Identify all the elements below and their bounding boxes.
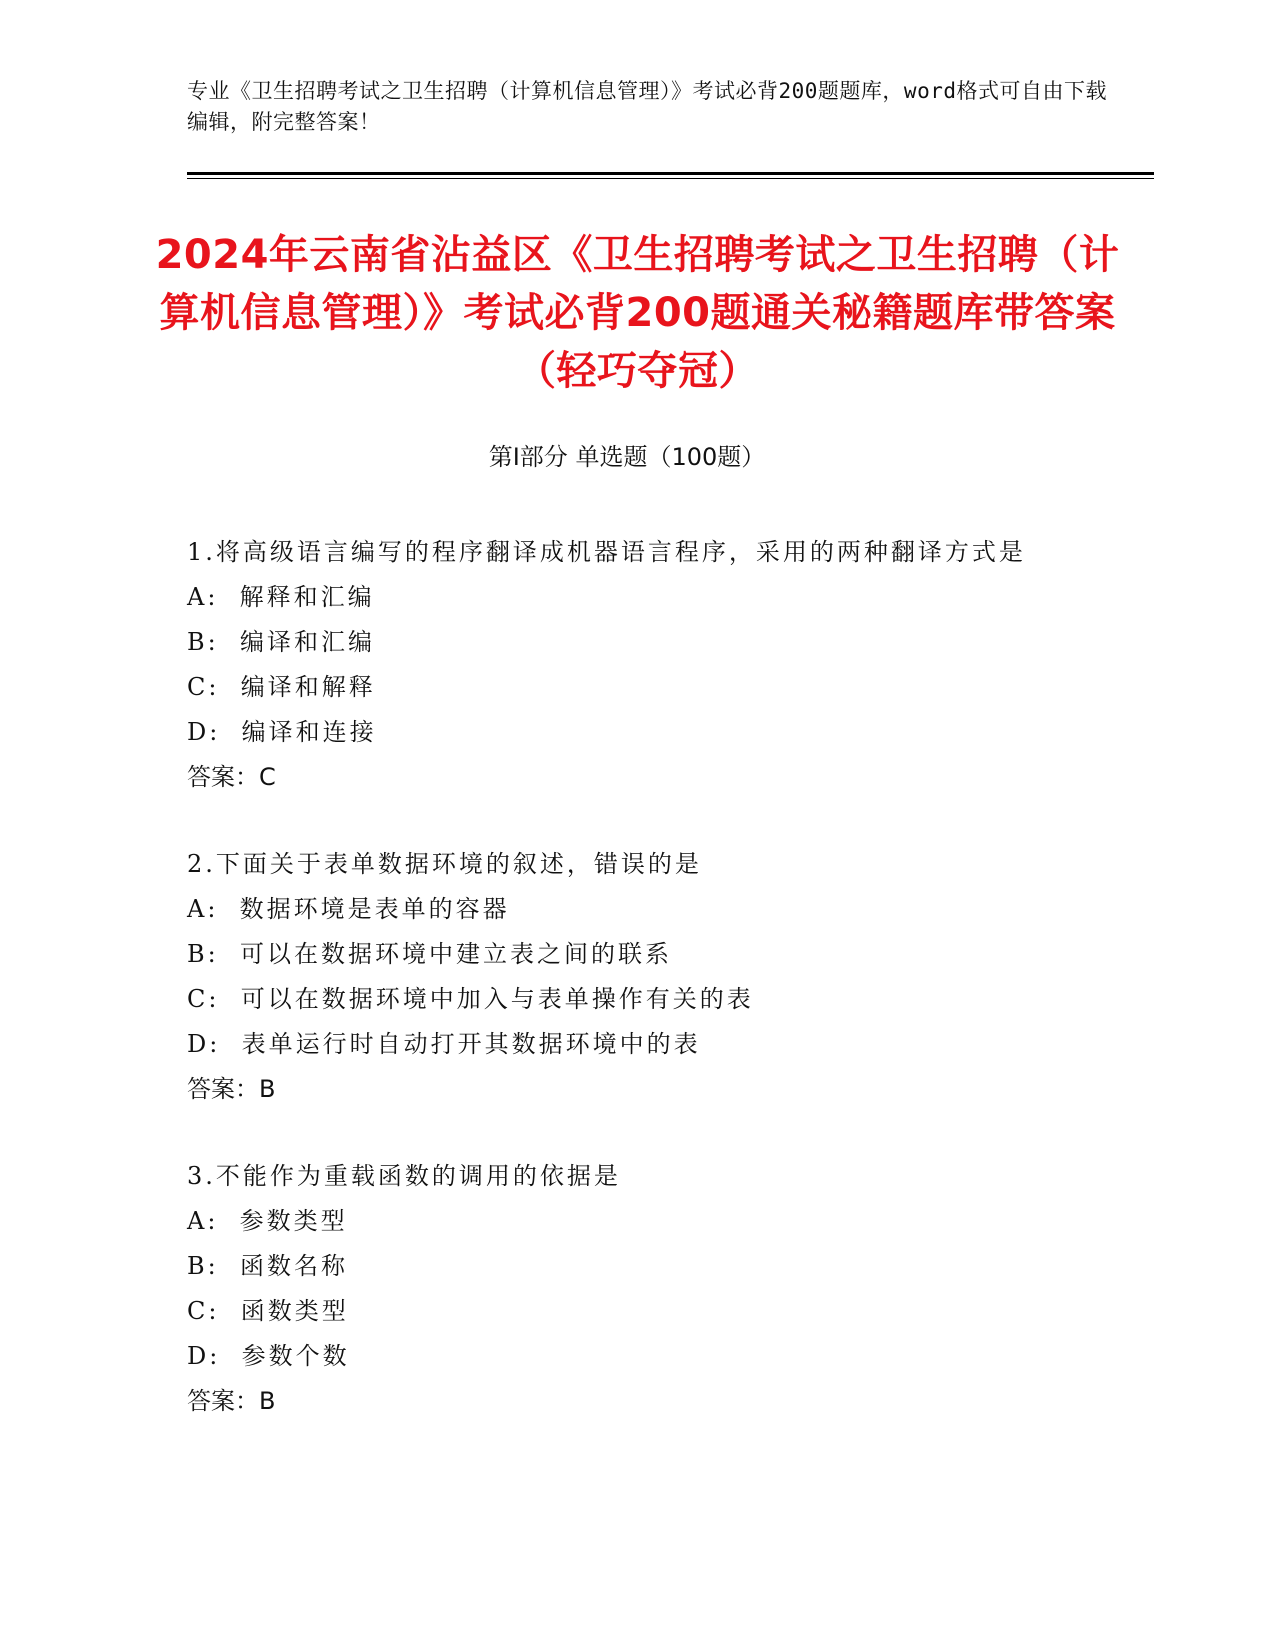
header-note: 专业《卫生招聘考试之卫生招聘（计算机信息管理）》考试必背200题题库，word格式可自由下载编辑，附完整答案！ xyxy=(187,79,1107,134)
option-c: C: 可以在数据环境中加入与表单操作有关的表 xyxy=(187,985,754,1013)
option-d: D: 表单运行时自动打开其数据环境中的表 xyxy=(187,1030,701,1058)
answer: 答案：C xyxy=(187,763,276,791)
option-c: C: 编译和解释 xyxy=(187,673,376,701)
header-divider-thick xyxy=(187,172,1154,175)
answer: 答案：B xyxy=(187,1075,276,1103)
header-divider-thin xyxy=(187,178,1154,179)
question-stem: 2.下面关于表单数据环境的叙述，错误的是 xyxy=(187,850,702,878)
question-stem: 3.不能作为重载函数的调用的依据是 xyxy=(187,1162,621,1190)
question-1 xyxy=(187,530,1067,800)
answer: 答案：B xyxy=(187,1387,276,1415)
option-a: A: 解释和汇编 xyxy=(187,583,375,611)
question-stem: 1.将高级语言编写的程序翻译成机器语言程序，采用的两种翻译方式是 xyxy=(187,538,1026,566)
option-d: D: 参数个数 xyxy=(187,1342,350,1370)
question-3 xyxy=(187,1154,1067,1424)
question-2 xyxy=(187,842,1067,1112)
question-list xyxy=(187,530,1067,1466)
option-a: A: 数据环境是表单的容器 xyxy=(187,895,510,923)
option-a: A: 参数类型 xyxy=(187,1207,348,1235)
option-b: B: 可以在数据环境中建立表之间的联系 xyxy=(187,940,672,968)
option-c: C: 函数类型 xyxy=(187,1297,349,1325)
option-b: B: 函数名称 xyxy=(187,1252,348,1280)
option-d: D: 编译和连接 xyxy=(187,718,377,746)
option-b: B: 编译和汇编 xyxy=(187,628,375,656)
document-title: 2024年云南省沾益区《卫生招聘考试之卫生招聘（计算机信息管理）》考试必背200题通关秘籍题库带答案（轻巧夺冠） xyxy=(155,232,1120,394)
section-heading: 第Ⅰ部分 单选题（100题） xyxy=(488,443,766,471)
